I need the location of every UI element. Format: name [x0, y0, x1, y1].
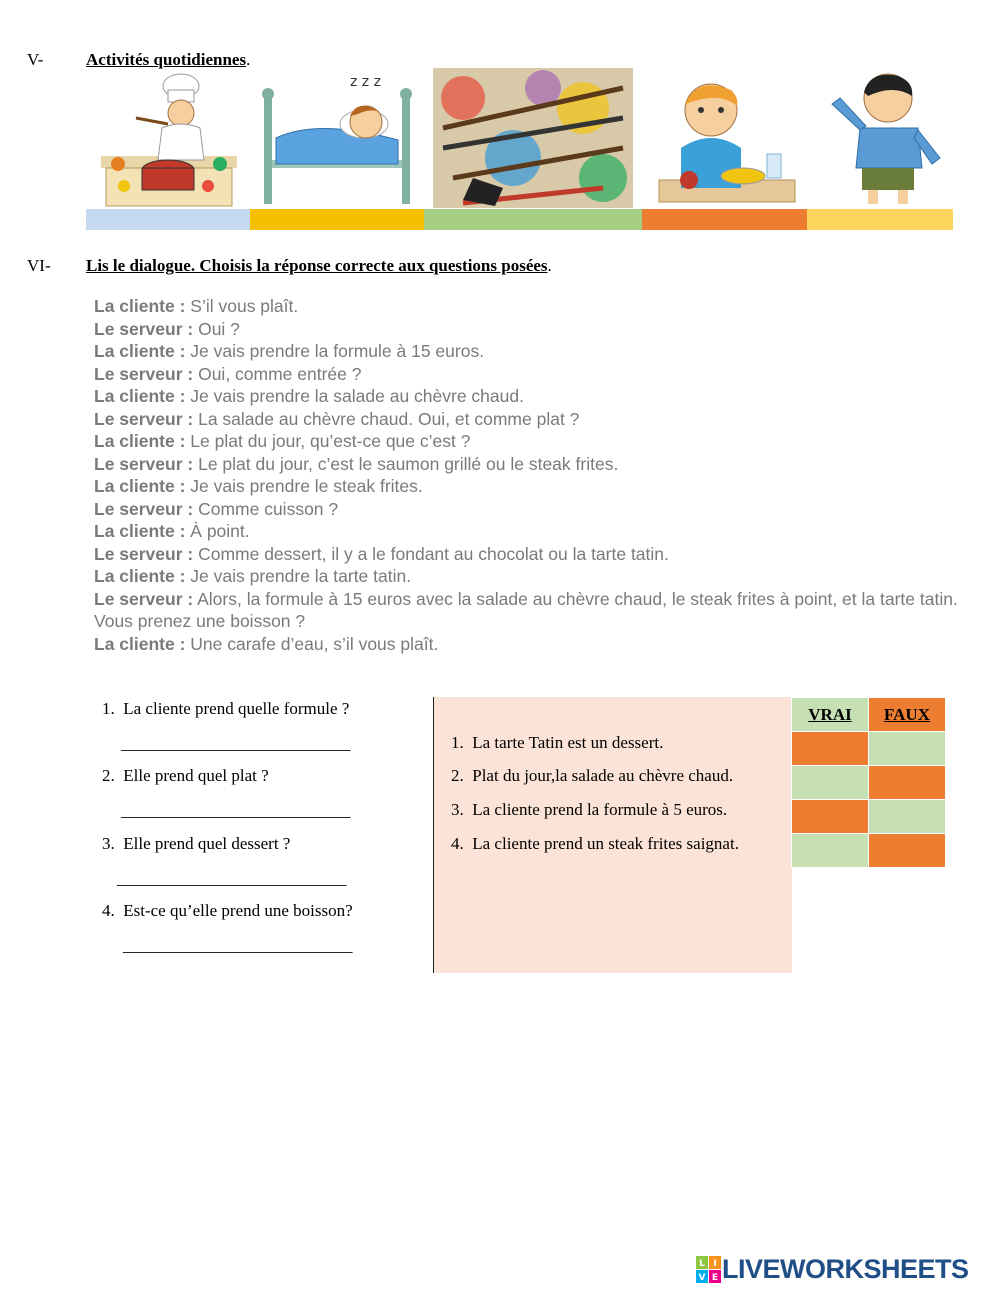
vrai-cell-3[interactable] [792, 800, 869, 834]
section-6-number: VI- [27, 256, 51, 275]
true-false-grid [791, 697, 946, 868]
tf-statement-2: 2. Plat du jour,la salade au chèvre chaud. [451, 766, 734, 785]
strip-segment-green [424, 209, 642, 230]
dialogue-line [94, 430, 964, 453]
dialogue-line [94, 543, 964, 566]
dialogue-text: Je vais prendre le steak frites. [185, 476, 423, 496]
question-1: 1. La cliente prend quelle formule ? [102, 699, 350, 718]
question-4: 4. Est-ce qu’elle prend une boisson? [102, 901, 353, 920]
vrai-cell-2[interactable] [792, 766, 869, 800]
speaker-label: La cliente : [94, 386, 186, 406]
faux-cell-1[interactable] [869, 732, 946, 766]
boy-eating-image [651, 68, 801, 208]
speaker-label: La cliente : [94, 296, 186, 316]
paintbrushes-image [433, 68, 633, 208]
tf-statement-1: 1. La tarte Tatin est un dessert. [451, 733, 664, 752]
dialogue-text: Oui ? [193, 318, 240, 339]
dialogue-line [94, 633, 964, 656]
activity-images [88, 68, 954, 210]
speaker-label: Le serveur : [94, 318, 194, 339]
dialogue-line [94, 295, 964, 318]
color-strip [86, 209, 953, 230]
section-5-number: V- [27, 50, 44, 69]
chef-cooking-image [96, 68, 242, 208]
dialogue-line [94, 318, 964, 341]
svg-text:z z z: z z z [350, 74, 381, 90]
answer-field-2[interactable]: ___________________________ [121, 801, 351, 820]
dialogue-line [94, 498, 964, 521]
speaker-label: Le serveur : [94, 588, 194, 609]
dialogue-text: La salade au chèvre chaud. Oui, et comme plat ? [193, 408, 580, 429]
liveworksheets-logo-text: LIVEWORKSHEETS [722, 1254, 969, 1284]
logo-letter-i: I [713, 1258, 717, 1269]
dialogue-text: Alors, la formule à 15 euros avec la salade au chèvre chaud, le steak frites à point, et la tarte tatin. Vous prenez une boisson ? [94, 588, 958, 631]
dialogue-line [94, 475, 964, 498]
dialogue-text: Oui, comme entrée ? [193, 363, 362, 384]
dialogue-line [94, 588, 964, 633]
liveworksheets-logo [696, 1254, 969, 1285]
dialogue-text: Je vais prendre la tarte tatin. [185, 566, 412, 586]
dialogue-text: Le plat du jour, c’est le saumon grillé ou le steak frites. [193, 453, 619, 474]
dialogue-text: S’il vous plaît. [185, 296, 299, 316]
dialogue-text: À point. [185, 521, 250, 541]
strip-segment-orange [642, 209, 807, 230]
vrai-header: VRAI [792, 698, 869, 732]
speaker-label: Le serveur : [94, 363, 194, 384]
logo-letter-v: V [698, 1272, 706, 1283]
tf-statement-3: 3. La cliente prend la formule à 5 euros. [451, 800, 728, 819]
dialogue-line [94, 385, 964, 408]
logo-letter-e: E [711, 1272, 719, 1283]
question-2: 2. Elle prend quel plat ? [102, 766, 269, 785]
dialogue-line [94, 565, 964, 588]
liveworksheets-logo-icon [696, 1256, 722, 1284]
dialogue-line [94, 340, 964, 363]
answer-field-4[interactable]: ___________________________ [123, 936, 353, 955]
dialogue-line [94, 453, 964, 476]
section-5-heading: Activités quotidiennes. [86, 50, 251, 69]
speaker-label: Le serveur : [94, 408, 194, 429]
dialogue-line [94, 408, 964, 431]
speaker-label: La cliente : [94, 341, 186, 361]
dialogue-line [94, 520, 964, 543]
boy-dressing-image [818, 68, 954, 208]
dialogue-line [94, 363, 964, 386]
dialogue-text: Une carafe d’eau, s’il vous plaît. [185, 633, 439, 654]
dialogue-text: Je vais prendre la salade au chèvre chaud. [185, 386, 524, 406]
vrai-cell-1[interactable] [792, 732, 869, 766]
tf-statement-4: 4. La cliente prend un steak frites saignat. [451, 834, 739, 853]
strip-segment-yellow [250, 209, 424, 230]
dialogue-text: Comme dessert, il y a le fondant au chocolat ou la tarte tatin. [193, 543, 669, 564]
answer-field-1[interactable]: ___________________________ [121, 734, 351, 753]
faux-cell-4[interactable] [869, 834, 946, 868]
section-6-heading: Lis le dialogue. Choisis la réponse correcte aux questions posées. [86, 256, 552, 275]
speaker-label: La cliente : [94, 521, 186, 541]
logo-letter-l: L [699, 1258, 705, 1269]
strip-segment-blue [86, 209, 250, 230]
dialogue-text: Le plat du jour, qu’est-ce que c’est ? [185, 431, 471, 451]
faux-cell-3[interactable] [869, 800, 946, 834]
speaker-label: La cliente : [94, 431, 186, 451]
speaker-label: Le serveur : [94, 543, 194, 564]
question-3: 3. Elle prend quel dessert ? [102, 834, 291, 853]
dialogue [94, 295, 964, 655]
vrai-cell-4[interactable] [792, 834, 869, 868]
dialogue-text: Comme cuisson ? [193, 498, 339, 519]
dialogue-text: Je vais prendre la formule à 15 euros. [185, 341, 485, 361]
speaker-label: Le serveur : [94, 453, 194, 474]
boy-sleeping-image [258, 68, 416, 208]
section-5-title: Activités quotidiennes [86, 50, 247, 69]
section-6-title: Lis le dialogue. Choisis la réponse correcte aux questions posées [86, 256, 548, 275]
answer-field-3[interactable]: ___________________________ [117, 869, 347, 888]
speaker-label: La cliente : [94, 566, 186, 586]
faux-cell-2[interactable] [869, 766, 946, 800]
faux-header: FAUX [869, 698, 946, 732]
strip-segment-lightyellow [807, 209, 953, 230]
speaker-label: La cliente : [94, 633, 186, 654]
speaker-label: Le serveur : [94, 498, 194, 519]
speaker-label: La cliente : [94, 476, 186, 496]
